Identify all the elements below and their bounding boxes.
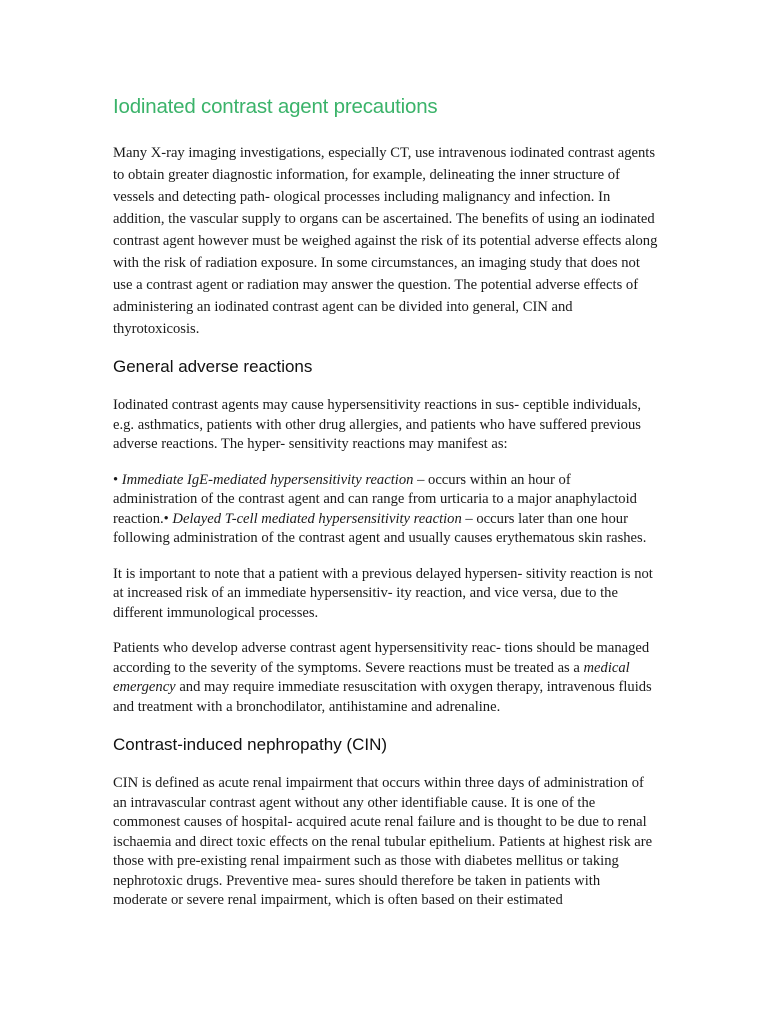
bullet-marker: • [163, 510, 173, 527]
emphasis-medical-emergency: medical emergency [113, 659, 630, 695]
general-paragraph-1: Iodinated contrast agents may cause hypersensitivity reactions in sus- ceptible individuals, e.g. asthmatics, patients with other drug allergies, and patients who have suffered previous adverse reactions. The hyper- sensitivity reactions may manifest as: [113, 397, 642, 452]
bullet-text-delayed: – occurs later than one hour following administration of the contrast agent and usually causes erythematous skin rashes. [113, 510, 647, 546]
paragraph-text: Patients who develop adverse contrast agent hypersensitivity reac- tions should be managed according to the severity of the symptoms. Severe reactions must be treated as a [113, 640, 650, 676]
bullet-term-delayed: Delayed T-cell mediated hypersensitivity reaction [172, 510, 462, 527]
paragraph-text: and may require immediate resuscitation with oxygen therapy, intravenous fluids and treatment with a bronchodilator, antihistamine and adrenaline. [113, 679, 652, 715]
bullet-marker: • [113, 471, 122, 488]
intro-paragraph: Many X-ray imaging investigations, especially CT, use intravenous iodinated contrast agents to obtain greater diagnostic information, for example, delineating the inner structure of vessels and detecting path- ological processes including malignancy and infection. In addition, the vascular supply to organs can be ascertained. The benefits of using an iodinated contrast agent however must be weighed against the risk of its potential adverse effects along with the risk of radiation exposure. In some circumstances, an imaging study that does not use a contrast agent or radiation may answer the question. The potential adverse effects of administering an iodinated contrast agent can be divided into general, CIN and thyrotoxicosis. [113, 145, 658, 337]
bullet-term-immediate: Immediate IgE-mediated hypersensitivity reaction [121, 471, 414, 488]
bullet-text-immediate: – occurs within an hour of administration of the contrast agent and can range from urticaria to a major anaphylactoid reaction. [113, 471, 637, 527]
section-heading-cin: Contrast-induced nephropathy (CIN) [113, 735, 388, 754]
document-page [113, 93, 658, 927]
cin-paragraph-1: CIN is defined as acute renal impairment that occurs within three days of administration of an intravascular contrast agent without any other identifiable cause. It is one of the commonest causes of hospital- acquired acute renal failure and is thought to be due to renal ischaemia and direct toxic effects on the renal tubular epithelium. Patients at highest risk are those with pre-existing renal impairment such as those with diabetes mellitus or taking nephrotoxic drugs. Preventive mea- sures should therefore be taken in patients with moderate or severe renal impairment, which is often based on their estimated [113, 775, 653, 908]
general-paragraph-3: It is important to note that a patient with a previous delayed hypersen- sitivity reaction is not at increased risk of an immediate hypersensitiv- ity reaction, and vice versa, due to the different immunological processes. [113, 565, 653, 621]
section-heading-general: General adverse reactions [113, 357, 313, 376]
page-title: Iodinated contrast agent precautions [113, 95, 438, 118]
general-bullets-paragraph [113, 471, 658, 549]
general-paragraph-4 [113, 639, 658, 717]
